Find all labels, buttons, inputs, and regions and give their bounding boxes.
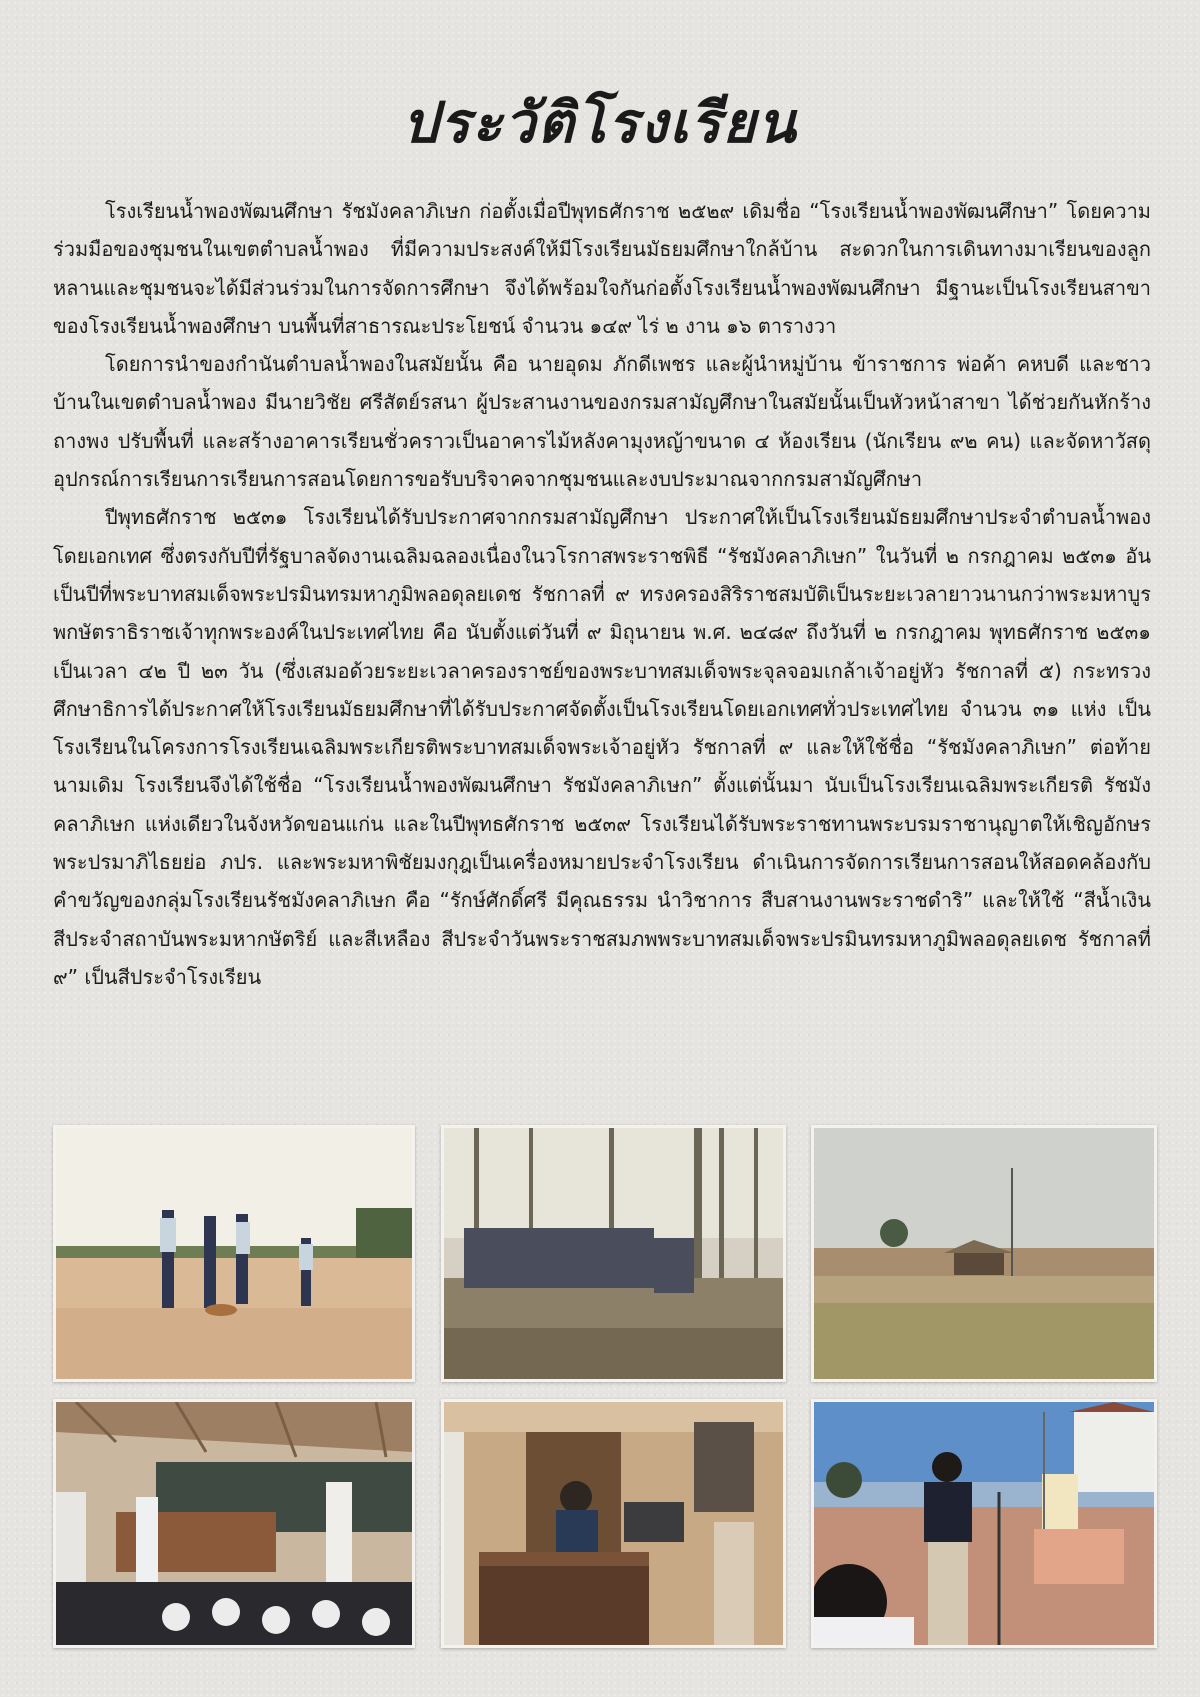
photo-thatched-school-building (811, 1125, 1157, 1382)
history-paragraph-2: โดยการนำของกำนันตำบลน้ำพองในสมัยนั้น คือ นายอุดม ภักดีเพชร และผู้นำหมู่บ้าน ข้าราชการ พ่อค้า คหบดี และชาวบ้านในเขตตำบลน้ำพอง มีนายวิชัย ศรีสัตย์รสนา ผู้ประสานงานของกรมสามัญศึกษาในสมัยนั้นเป็นหัวหน้าสาขา ได้ช่วยกันหักร้างถางพง ปรับพื้นที่ และสร้างอาคารเรียนชั่วคราวเป็นอาคารไม้หลังคามุงหญ้าขนาด ๔ ห้องเรียน (นักเรียน ๙๒ คน) และจัดหาวัสดุอุปกรณ์การเรียนการเรียนการสอนโดยการขอรับบริจาคจากชุมชนและงบประมาณจากกรมสามัญศึกษา (53, 352, 1151, 492)
photo-grid (53, 1125, 1151, 1645)
photo-classroom-ceremony (53, 1399, 415, 1648)
photo-land-clearing-group (441, 1125, 786, 1382)
photo-outdoor-speech (811, 1399, 1157, 1648)
photo-office-desk (441, 1399, 786, 1648)
history-paragraph-3: ปีพุทธศักราช ๒๕๓๑ โรงเรียนได้รับประกาศจากกรมสามัญศึกษา ประกาศให้เป็นโรงเรียนมัธยมศึกษาประจำตำบลน้ำพองโดยเอกเทศ ซึ่งตรงกับปีที่รัฐบาลจัดงานเฉลิมฉลองเนื่องในวโรกาสพระราชพิธี “รัชมังคลาภิเษก” ในวันที่ ๒ กรกฎาคม ๒๕๓๑ อันเป็นปีที่พระบาทสมเด็จพระปรมินทรมหาภูมิพลอดุลยเดช รัชกาลที่ ๙ ทรงครองสิริราชสมบัติเป็นระยะเวลายาวนานกว่าพระมหาบูรพกษัตราธิราชเจ้าทุกพระองค์ในประเทศไทย คือ นับตั้งแต่วันที่ ๙ มิถุนายน พ.ศ. ๒๔๘๙ ถึงวันที่ ๒ กรกฎาคม พุทธศักราช ๒๕๓๑ เป็นเวลา ๔๒ ปี ๒๓ วัน (ซึ่งเสมอด้วยระยะเวลาครองราชย์ของพระบาทสมเด็จพระจุลจอมเกล้าเจ้าอยู่หัว รัชกาลที่ ๕) กระทรวงศึกษาธิการได้ประกาศให้โรงเรียนมัธยมศึกษาที่ได้รับประกาศจัดตั้งเป็นโรงเรียนโดยเอกเทศทั่วประเทศไทย จำนวน ๓๑ แห่ง เป็นโรงเรียนในโครงการโรงเรียนเฉลิมพระเกียรติพระบาทสมเด็จพระเจ้าอยู่หัว รัชกาลที่ ๙ และให้ใช้ชื่อ “รัชมังคลาภิเษก” ต่อท้ายนามเดิม โรงเรียนจึงได้ใช้ชื่อ “โรงเรียนน้ำพองพัฒนศึกษา รัชมังคลาภิเษก” ตั้งแต่นั้นมา นับเป็นโรงเรียนเฉลิมพระเกียรติ รัชมังคลาภิเษก แห่งเดียวในจังหวัดขอนแก่น และในปีพุทธศักราช ๒๕๓๙ โรงเรียนได้รับพระราชทานพระบรมราชานุญาตให้เชิญอักษรพระปรมาภิไธยย่อ ภปร. และพระมหาพิชัยมงกุฎเป็นเครื่องหมายประจำโรงเรียน ดำเนินการจัดการเรียนการสอนให้สอดคล้องกับคำขวัญของกลุ่มโรงเรียนรัชมังคลาภิเษก คือ “รักษ์ศักดิ์ศรี มีคุณธรรม นำวิชาการ สืบสานงานพระราชดำริ” และให้ใช้ “สีน้ำเงิน สีประจำสถาบันพระมหากษัตริย์ และสีเหลือง สีประจำวันพระราชสมภพพระบาทสมเด็จพระปรมินทรมหาภูมิพลอดุลยเดช รัชกาลที่ ๙” เป็นสีประจำโรงเรียน (53, 505, 1152, 989)
photo-field-visit (53, 1125, 415, 1382)
page-title: ประวัติโรงเรียน (402, 90, 798, 156)
history-paragraph-1: โรงเรียนน้ำพองพัฒนศึกษา รัชมังคลาภิเษก ก่อตั้งเมื่อปีพุทธศักราช ๒๕๒๙ เดิมชื่อ “โรงเรียนน้ำพองพัฒนศึกษา” โดยความร่วมมือของชุมชนในเขตตำบลน้ำพอง ที่มีความประสงค์ให้มีโรงเรียนมัธยมศึกษาใกล้บ้าน สะดวกในการเดินทางมาเรียนของลูกหลานและชุมชนจะได้มีส่วนร่วมในการจัดการศึกษา จึงได้พร้อมใจกันก่อตั้งโรงเรียนน้ำพองพัฒนศึกษา มีฐานะเป็นโรงเรียนสาขาของโรงเรียนน้ำพองศึกษา บนพื้นที่สาธารณะประโยชน์ จำนวน ๑๔๙ ไร่ ๒ งาน ๑๖ ตารางวา (53, 199, 1151, 338)
history-text (53, 192, 1151, 996)
